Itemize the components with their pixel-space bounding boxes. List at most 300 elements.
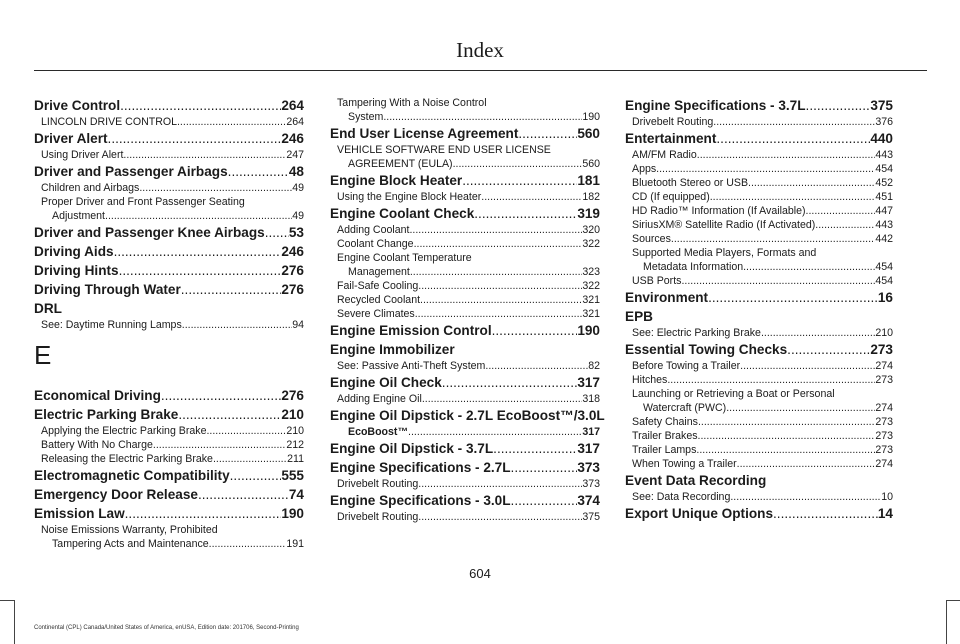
entry-label: Proper Driver and Front Passenger Seating (41, 196, 245, 208)
index-subentry (34, 195, 304, 209)
dot-leader (710, 190, 876, 204)
index-subentry (330, 237, 600, 251)
entry-label: Severe Climates (337, 308, 415, 320)
dot-leader (773, 504, 878, 523)
index-subentry (625, 457, 893, 471)
dot-leader (228, 162, 289, 181)
entry-label: Battery With No Charge (41, 439, 153, 451)
index-entry (330, 204, 600, 223)
index-subentry (34, 148, 304, 162)
index-entry (330, 425, 600, 439)
page-ref: 48 (288, 164, 304, 179)
entry-label: Engine Specifications - 3.7L (625, 98, 806, 113)
dot-leader (383, 110, 582, 124)
page-ref: 94 (292, 319, 304, 331)
index-column-3 (625, 96, 893, 523)
index-subentry (625, 359, 893, 373)
index-subentry (330, 110, 600, 124)
page-ref: 276 (281, 263, 304, 278)
entry-label: Drivebelt Routing (337, 511, 419, 523)
index-column-2 (330, 96, 605, 524)
entry-label: Supported Media Players, Formats and (632, 247, 817, 259)
entry-label: Trailer Brakes (632, 430, 698, 442)
entry-label: Coolant Change (337, 238, 414, 250)
page-ref: 190 (281, 506, 304, 521)
entry-label: Using the Engine Block Heater (337, 191, 482, 203)
index-subentry (625, 218, 893, 232)
page-ref: 317 (577, 441, 600, 456)
index-subentry (330, 392, 600, 406)
dot-leader (485, 359, 588, 373)
dot-leader (198, 485, 289, 504)
entry-label: Metadata Information (643, 261, 744, 273)
index-entry (625, 96, 893, 115)
entry-label: VEHICLE SOFTWARE END USER LICENSE (337, 144, 551, 156)
dot-leader (209, 537, 287, 551)
dot-leader (422, 392, 583, 406)
entry-label: Bluetooth Stereo or USB (632, 177, 749, 189)
page-ref: 274 (875, 360, 893, 372)
entry-label: AM/FM Radio (632, 149, 697, 161)
page-ref: 321 (582, 308, 600, 320)
page-ref: 82 (588, 360, 600, 372)
entry-label: Engine Emission Control (330, 323, 492, 338)
entry-label: When Towing a Trailer (632, 458, 737, 470)
entry-label: Noise Emissions Warranty, Prohibited (41, 524, 218, 536)
entry-label: Recycled Coolant (337, 294, 421, 306)
page-ref: 274 (875, 458, 893, 470)
index-entry (34, 129, 304, 148)
dot-leader (743, 260, 875, 274)
index-subentry (625, 148, 893, 162)
index-entry (34, 466, 304, 485)
dot-leader (667, 373, 875, 387)
index-subentry (330, 190, 600, 204)
entry-label: Engine Block Heater (330, 173, 463, 188)
page-ref: 276 (281, 282, 304, 297)
dot-leader (181, 280, 282, 299)
page-ref: 443 (875, 149, 893, 161)
dot-leader (139, 181, 292, 195)
entry-label: Safety Chains (632, 416, 698, 428)
index-section-letter: E (34, 340, 52, 370)
index-entry (330, 406, 605, 425)
index-entry (34, 386, 304, 405)
page-ref: 322 (582, 238, 600, 250)
entry-label: CD (If equipped) (632, 191, 710, 203)
entry-label: Apps (632, 163, 657, 175)
index-entry (625, 504, 893, 523)
page-ref: 210 (281, 407, 304, 422)
index-entry (34, 223, 304, 242)
index-entry (625, 471, 893, 490)
entry-label: USB Ports (632, 275, 682, 287)
dot-leader (119, 261, 282, 280)
page-ref: 191 (286, 538, 304, 550)
index-entry (34, 299, 304, 318)
entry-label: Driving Aids (34, 244, 114, 259)
entry-label: Entertainment (625, 131, 717, 146)
entry-label: SiriusXM® Satellite Radio (If Activated) (632, 219, 816, 231)
page-ref: 14 (877, 506, 893, 521)
entry-label: See: Daytime Running Lamps (41, 319, 182, 331)
dot-leader (177, 115, 286, 129)
dot-leader (716, 129, 870, 148)
index-entry (34, 405, 304, 424)
page-ref: 375 (582, 511, 600, 523)
page-ref: 273 (875, 444, 893, 456)
dot-leader (415, 307, 583, 321)
index-subentry (330, 96, 600, 110)
dot-leader (726, 401, 875, 415)
page-title: Index (456, 38, 504, 62)
index-entry (34, 242, 304, 261)
index-entry (330, 458, 600, 477)
page-ref: 317 (582, 426, 600, 438)
index-subentry (330, 477, 600, 491)
entry-label: Electric Parking Brake (34, 407, 179, 422)
page-ref: 454 (875, 163, 893, 175)
page-ref: 318 (582, 393, 600, 405)
page-ref: 373 (577, 460, 600, 475)
entry-label: LINCOLN DRIVE CONTROL (41, 116, 177, 128)
page-ref: 212 (286, 439, 304, 451)
entry-label: Launching or Retrieving a Boat or Personal (632, 388, 835, 400)
entry-label: Hitches (632, 374, 668, 386)
entry-label: Using Driver Alert (41, 149, 124, 161)
dot-leader (153, 438, 286, 452)
index-entry (330, 491, 600, 510)
index-entry (330, 340, 600, 359)
entry-label: Engine Oil Check (330, 375, 442, 390)
entry-label: Engine Immobilizer (330, 342, 455, 357)
index-subentry (625, 190, 893, 204)
page-ref: 374 (577, 493, 600, 508)
dot-leader (671, 232, 875, 246)
index-entry (625, 307, 893, 326)
dot-leader (125, 504, 282, 523)
dot-leader (442, 373, 578, 392)
dot-leader (418, 279, 582, 293)
page-ref: 321 (582, 294, 600, 306)
index-subentry (34, 537, 304, 551)
dot-leader (656, 162, 875, 176)
entry-label: Driving Hints (34, 263, 119, 278)
entry-label: Export Unique Options (625, 506, 774, 521)
dot-leader (120, 96, 281, 115)
page-ref: 264 (281, 98, 304, 113)
page-ref: 454 (875, 275, 893, 287)
page-ref: 452 (875, 177, 893, 189)
entry-label: EcoBoost™ (348, 426, 409, 438)
entry-label: Fail-Safe Cooling (337, 280, 419, 292)
dot-leader (453, 157, 583, 171)
entry-label: Driving Through Water (34, 282, 181, 297)
dot-leader (708, 288, 878, 307)
dot-leader (518, 124, 577, 143)
entry-label: EPB (625, 309, 653, 324)
dot-leader (418, 477, 582, 491)
entry-label: Emergency Door Release (34, 487, 198, 502)
index-entry (34, 485, 304, 504)
entry-label: Engine Specifications - 2.7L (330, 460, 511, 475)
index-subentry (34, 209, 304, 223)
page-ref: 247 (286, 149, 304, 161)
dot-leader (681, 274, 875, 288)
page-ref: 49 (292, 182, 304, 194)
index-subentry (625, 232, 893, 246)
index-subentry (625, 401, 893, 415)
dot-leader (161, 386, 281, 405)
entry-label: AGREEMENT (EULA) (348, 158, 453, 170)
index-subentry (330, 293, 600, 307)
page-ref: 181 (577, 173, 600, 188)
index-subentry (34, 523, 304, 537)
entry-label: Driver and Passenger Knee Airbags (34, 225, 265, 240)
entry-label: Event Data Recording (625, 473, 767, 488)
page-ref: 53 (288, 225, 304, 240)
index-subentry (625, 260, 893, 274)
index-subentry (625, 204, 893, 218)
entry-label: Emission Law (34, 506, 125, 521)
index-subentry (34, 318, 304, 332)
entry-label: Environment (625, 290, 709, 305)
dot-leader (806, 96, 871, 115)
page-number: 604 (469, 566, 491, 581)
dot-leader (481, 190, 582, 204)
index-subentry (625, 373, 893, 387)
dot-leader (737, 457, 876, 471)
index-subentry (625, 415, 893, 429)
index-entry (34, 261, 304, 280)
dot-leader (697, 148, 876, 162)
entry-label: Sources (632, 233, 671, 245)
page-ref: 273 (870, 342, 893, 357)
index-subentry (625, 490, 893, 504)
dot-leader (713, 115, 875, 129)
page-ref: 319 (577, 206, 600, 221)
index-subentry (330, 510, 600, 524)
page-ref: 264 (286, 116, 304, 128)
page-ref: 10 (881, 491, 893, 503)
entry-label: Drivebelt Routing (632, 116, 714, 128)
footer-text: Continental (CPL) Canada/United States of America, enUSA, Edition date: 201706, Second-Printing (34, 625, 299, 631)
dot-leader (474, 204, 577, 223)
index-subentry (34, 438, 304, 452)
page-ref: 190 (582, 111, 600, 123)
entry-label: Engine Oil Dipstick - 3.7L (330, 441, 494, 456)
dot-leader (730, 490, 881, 504)
dot-leader (105, 209, 292, 223)
entry-label: See: Data Recording (632, 491, 731, 503)
page-ref: 211 (287, 453, 304, 465)
entry-label: Engine Coolant Temperature (337, 252, 472, 264)
dot-leader (806, 204, 876, 218)
index-entry (625, 288, 893, 307)
page-ref: 440 (870, 131, 893, 146)
dot-leader (182, 318, 292, 332)
dot-leader (511, 491, 578, 510)
entry-label: HD Radio™ Information (If Available) (632, 205, 806, 217)
page-ref: 190 (577, 323, 600, 338)
index-subentry (330, 279, 600, 293)
index-subentry (625, 429, 893, 443)
entry-label: Applying the Electric Parking Brake (41, 425, 207, 437)
index-entry (625, 340, 893, 359)
entry-label: Engine Coolant Check (330, 206, 475, 221)
entry-label: Driver Alert (34, 131, 108, 146)
page-ref: 560 (577, 126, 600, 141)
index-subentry (625, 274, 893, 288)
dot-leader (740, 359, 875, 373)
index-subentry (330, 265, 600, 279)
entry-label: Adjustment (52, 210, 105, 222)
crop-mark-right (946, 600, 960, 644)
entry-label: Engine Oil Dipstick - 2.7L EcoBoost™/3.0L (330, 408, 605, 423)
page-ref: 451 (875, 191, 893, 203)
index-subentry (330, 307, 600, 321)
entry-label: Management (348, 266, 410, 278)
dot-leader (698, 415, 875, 429)
dot-leader (511, 458, 578, 477)
entry-label: Watercraft (PWC) (643, 402, 727, 414)
page-ref: 74 (288, 487, 304, 502)
index-subentry (34, 115, 304, 129)
entry-label: System (348, 111, 384, 123)
index-subentry (625, 443, 893, 457)
dot-leader (265, 223, 289, 242)
page-ref: 560 (582, 158, 600, 170)
index-subentry (330, 157, 600, 171)
page-ref: 246 (281, 131, 304, 146)
dot-leader (408, 425, 582, 439)
dot-leader (178, 405, 281, 424)
dot-leader (462, 171, 577, 190)
page-ref: 210 (875, 327, 893, 339)
index-subentry (34, 181, 304, 195)
index-entry (330, 373, 600, 392)
dot-leader (492, 321, 578, 340)
index-column-1 (34, 96, 304, 551)
dot-leader (787, 340, 870, 359)
entry-label: Adding Coolant (337, 224, 410, 236)
page-ref: 273 (875, 430, 893, 442)
index-entry (34, 162, 304, 181)
index-entry (34, 504, 304, 523)
dot-leader (206, 424, 286, 438)
page-ref: 323 (582, 266, 600, 278)
entry-label: Tampering With a Noise Control (337, 97, 487, 109)
index-subentry (625, 176, 893, 190)
header-rule (34, 70, 927, 71)
page-ref: 443 (875, 219, 893, 231)
entry-label: Tampering Acts and Maintenance (52, 538, 209, 550)
page-ref: 375 (870, 98, 893, 113)
index-subentry (625, 387, 893, 401)
page-ref: 273 (875, 374, 893, 386)
index-subentry (330, 143, 600, 157)
entry-label: See: Passive Anti-Theft System (337, 360, 486, 372)
page-ref: 454 (875, 261, 893, 273)
dot-leader (761, 326, 875, 340)
entry-label: Essential Towing Checks (625, 342, 788, 357)
dot-leader (123, 148, 286, 162)
page-ref: 16 (877, 290, 893, 305)
dot-leader (418, 510, 582, 524)
page-ref: 447 (875, 205, 893, 217)
page-ref: 442 (875, 233, 893, 245)
page-ref: 210 (286, 425, 304, 437)
page-ref: 182 (582, 191, 600, 203)
entry-label: Before Towing a Trailer (632, 360, 741, 372)
page-ref: 274 (875, 402, 893, 414)
page-ref: 373 (582, 478, 600, 490)
entry-label: Electromagnetic Compatibility (34, 468, 230, 483)
dot-leader (108, 129, 282, 148)
dot-leader (748, 176, 875, 190)
page-ref: 317 (577, 375, 600, 390)
entry-label: Drivebelt Routing (337, 478, 419, 490)
page-ref: 246 (281, 244, 304, 259)
entry-label: Releasing the Electric Parking Brake (41, 453, 213, 465)
dot-leader (420, 293, 582, 307)
index-entry (34, 96, 304, 115)
entry-label: Economical Driving (34, 388, 161, 403)
page-ref: 276 (281, 388, 304, 403)
entry-label: DRL (34, 301, 62, 316)
dot-leader (230, 466, 282, 485)
dot-leader (409, 223, 582, 237)
index-entry (330, 439, 600, 458)
entry-label: Children and Airbags (41, 182, 140, 194)
dot-leader (493, 439, 577, 458)
dot-leader (815, 218, 875, 232)
index-entry (330, 124, 600, 143)
entry-label: Engine Specifications - 3.0L (330, 493, 511, 508)
crop-mark-left (0, 600, 15, 644)
entry-label: Adding Engine Oil (337, 393, 422, 405)
page-ref: 555 (281, 468, 304, 483)
page-ref: 49 (292, 210, 304, 222)
index-subentry (34, 424, 304, 438)
dot-leader (114, 242, 282, 261)
index-subentry (330, 251, 600, 265)
dot-leader (696, 443, 875, 457)
entry-label: Drive Control (34, 98, 121, 113)
index-subentry (330, 223, 600, 237)
page-ref: 376 (875, 116, 893, 128)
entry-label: End User License Agreement (330, 126, 519, 141)
page-ref: 320 (582, 224, 600, 236)
entry-label: See: Electric Parking Brake (632, 327, 761, 339)
dot-leader (414, 237, 583, 251)
index-subentry (625, 115, 893, 129)
index-subentry (625, 326, 893, 340)
dot-leader (213, 452, 287, 466)
index-subentry (625, 246, 893, 260)
entry-label: Driver and Passenger Airbags (34, 164, 228, 179)
index-subentry (330, 359, 600, 373)
index-entry (330, 171, 600, 190)
entry-label: Trailer Lamps (632, 444, 697, 456)
index-subentry (34, 452, 304, 466)
index-subentry (625, 162, 893, 176)
page-ref: 273 (875, 416, 893, 428)
dot-leader (698, 429, 876, 443)
index-entry (330, 321, 600, 340)
dot-leader (410, 265, 582, 279)
index-entry (625, 129, 893, 148)
